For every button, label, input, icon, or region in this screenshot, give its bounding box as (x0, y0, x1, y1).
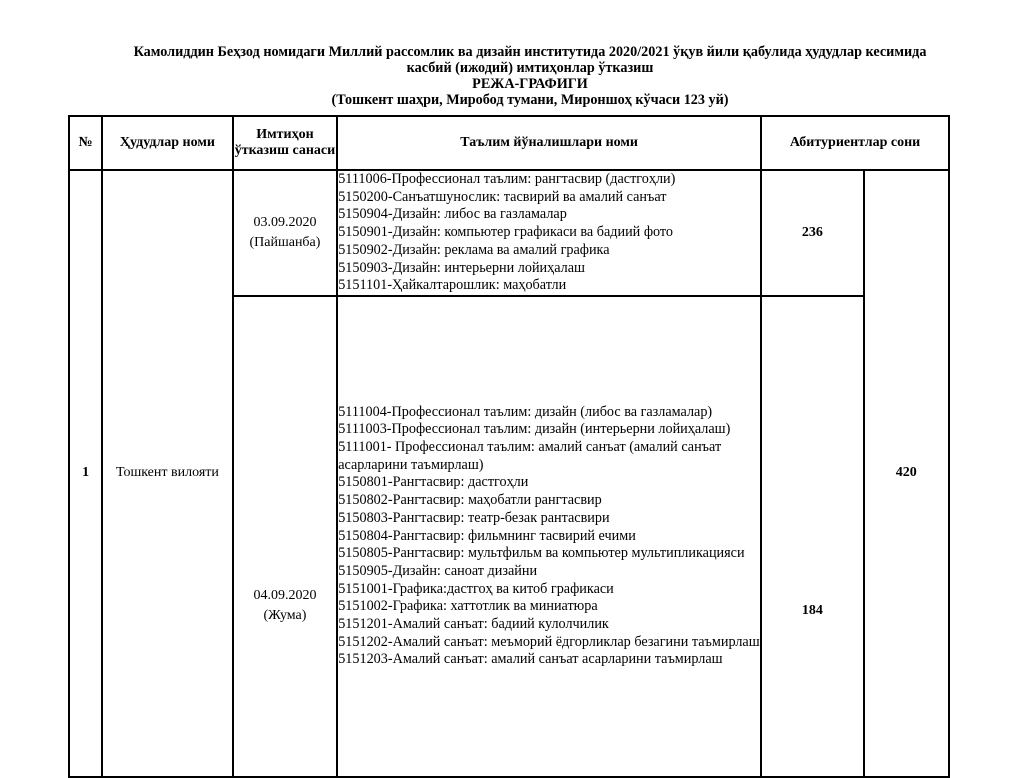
direction-item: 5151201-Амалий санъат: бадиий кулолчилик (338, 616, 609, 633)
direction-item: 5150901-Дизайн: компьютер графикаси ва бадиий фото (338, 224, 674, 241)
direction-item: 5151203-Амалий санъат: амалий санъат асарларини таъмирлаш (338, 651, 723, 668)
header-directions: Таълим йўналишлари номи (337, 116, 761, 170)
title-line-2: касбий (ижодий) имтиҳонлар ўтказиш (406, 60, 654, 76)
direction-item: 5151101-Ҳайкалтарошлик: маҳобатли (338, 277, 567, 294)
header-row (69, 116, 949, 170)
region-name: Тошкент вилояти (102, 170, 233, 777)
title-line-4: (Тошкент шаҳри, Миробод тумани, Мироншоҳ кўчаси 123 уй) (331, 92, 729, 108)
exam-date: 03.09.2020 (253, 214, 317, 230)
document-title (60, 44, 1000, 108)
applicants-count: 184 (761, 296, 863, 777)
direction-item: 5151001-Графика:дастгоҳ ва китоб графикаси (338, 580, 614, 597)
direction-item: 5150801-Рангтасвир: дастгоҳли (338, 474, 529, 491)
applicants-count: 236 (761, 170, 863, 296)
direction-item: 5150200-Санъатшунослик: тасвирий ва амалий санъат (338, 188, 667, 205)
row-number: 1 (69, 170, 102, 777)
direction-item: 5150804-Рангтасвир: фильмнинг тасвирий ечими (338, 527, 636, 544)
exam-weekday: (Пайшанба) (249, 234, 321, 250)
exam-date-cell (233, 296, 337, 777)
direction-item: 5150904-Дизайн: либос ва газламалар (338, 206, 567, 223)
directions-list (337, 296, 761, 777)
direction-item: 5150903-Дизайн: интерьерни лойиҳалаш (338, 259, 585, 276)
direction-item: 5111003-Профессионал таълим: дизайн (интерьерни лойиҳалаш) (338, 421, 731, 438)
direction-item: 5111001- Профессионал таълим: амалий санъат (амалий санъат асарларини таъмирлаш) (338, 439, 722, 473)
exam-weekday: (Жума) (263, 608, 307, 624)
direction-item: 5150902-Дизайн: реклама ва амалий графика (338, 241, 610, 258)
direction-item: 5111004-Профессионал таълим: дизайн (либос ва газламалар) (338, 403, 713, 420)
header-date: Имтиҳон ўтказиш санаси (233, 116, 337, 170)
schedule-table (68, 115, 950, 778)
direction-item: 5150802-Рангтасвир: маҳобатли рангтасвир (338, 492, 602, 509)
direction-item: 5150803-Рангтасвир: театр-безак рантасвири (338, 509, 610, 526)
header-applicants: Абитуриентлар сони (761, 116, 949, 170)
applicants-total: 420 (864, 170, 949, 777)
title-line-1: Камолиддин Беҳзод номидаги Миллий рассомлик ва дизайн институтида 2020/2021 ўқув йили қабулида ҳудудлар кесимида (133, 44, 927, 60)
direction-item: 5150905-Дизайн: саноат дизайни (338, 562, 538, 579)
directions-list (337, 170, 761, 296)
direction-item: 5150805-Рангтасвир: мультфильм ва компьютер мультипликацияси (338, 545, 745, 562)
direction-item: 5111006-Профессионал таълим: рангтасвир (дастгоҳли) (338, 171, 676, 187)
header-region: Ҳудудлар номи (102, 116, 233, 170)
table-row (69, 170, 949, 296)
direction-item: 5151202-Амалий санъат: меъморий ёдгорликлар безагини таъмирлаш (338, 633, 760, 650)
header-num: № (69, 116, 102, 170)
direction-item: 5151002-Графика: хаттотлик ва миниатюра (338, 598, 598, 615)
exam-date-cell (233, 170, 337, 296)
exam-date: 04.09.2020 (253, 588, 317, 604)
title-line-3: РЕЖА-ГРАФИГИ (472, 76, 588, 92)
